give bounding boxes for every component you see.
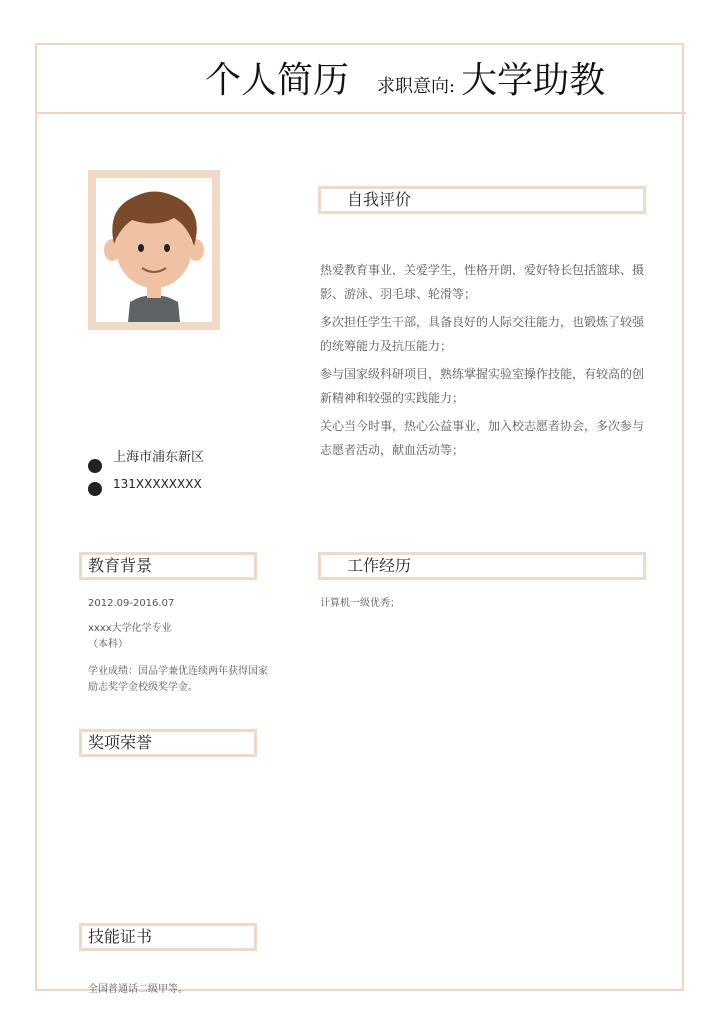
work-heading: 工作经历 — [318, 552, 646, 580]
self-eval-paragraph: 关心当今时事，热心公益事业，加入校志愿者协会，多次参与志愿者活动，献血活动等； — [320, 419, 645, 457]
phone: 131XXXXXXXX — [113, 477, 202, 491]
avatar — [88, 170, 220, 330]
skills-content: 全国普通话二级甲等。 — [88, 984, 188, 995]
page-title — [205, 52, 605, 103]
education-school: xxxx大学化学专业 — [88, 623, 172, 634]
self-eval-content — [320, 258, 650, 462]
address: 上海市浦东新区 — [113, 450, 205, 465]
education-heading: 教育背景 — [79, 552, 257, 580]
education-achievement: 学业成绩：国品学兼优连续两年获得国家励志奖学金校级奖学金。 — [88, 666, 268, 693]
work-content: 计算机一级优秀； — [320, 598, 400, 609]
self-eval-paragraph: 参与国家级科研项目，熟练掌握实验室操作技能，有较高的创新精神和较强的实践能力； — [320, 367, 645, 405]
resume-title: 个人简历 — [205, 60, 350, 101]
education-degree: （本科） — [88, 639, 128, 650]
self-eval-heading: 自我评价 — [318, 186, 646, 214]
self-eval-paragraph: 热爱教育事业，关爱学生，性格开朗，爱好特长包括篮球、摄影、游泳、羽毛球、轮滑等； — [320, 263, 645, 301]
intent-value: 大学助教 — [461, 60, 606, 101]
awards-heading: 奖项荣誉 — [79, 729, 257, 757]
header-divider — [35, 112, 686, 114]
phone-icon — [88, 482, 102, 496]
self-eval-paragraph: 多次担任学生干部，具备良好的人际交往能力，也锻炼了较强的统筹能力及抗压能力； — [320, 315, 645, 353]
education-period: 2012.09-2016.07 — [88, 598, 175, 609]
skills-heading: 技能证书 — [79, 923, 257, 951]
avatar-cartoon-icon — [96, 178, 212, 322]
location-icon — [88, 459, 102, 473]
intent-label: 求职意向: — [377, 76, 456, 97]
